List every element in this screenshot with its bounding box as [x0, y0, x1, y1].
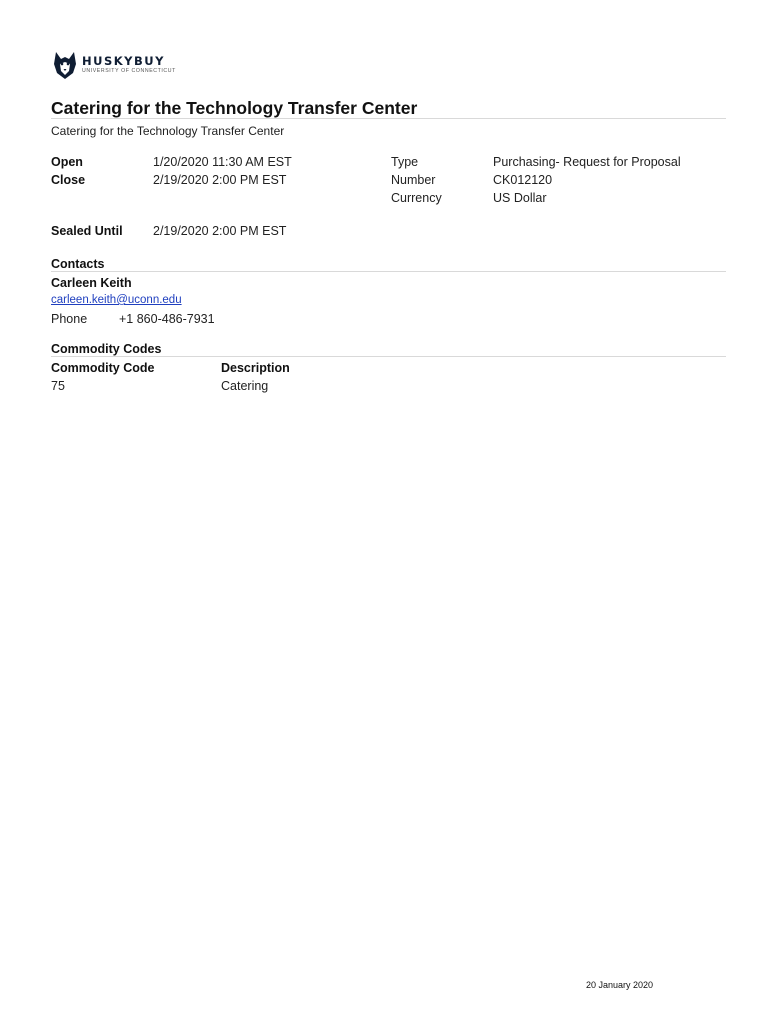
phone-label: Phone	[51, 312, 88, 326]
title-divider	[51, 118, 726, 119]
close-value: 2/19/2020 2:00 PM EST	[153, 173, 287, 187]
logo-brand-name: HUSKYBUY	[82, 53, 165, 68]
number-value: CK012120	[493, 173, 553, 187]
type-value: Purchasing- Request for Proposal	[493, 155, 681, 169]
husky-head-icon	[52, 50, 78, 80]
open-value: 1/20/2020 11:30 AM EST	[153, 155, 292, 169]
contact-email-link[interactable]: carleen.keith@uconn.edu	[51, 294, 182, 306]
close-label: Close	[51, 173, 86, 187]
huskybuy-logo	[52, 50, 176, 80]
description-column-header: Description	[221, 361, 290, 375]
sealed-until-label: Sealed Until	[51, 224, 123, 238]
contact-name: Carleen Keith	[51, 276, 132, 290]
page-subtitle: Catering for the Technology Transfer Center	[51, 124, 285, 138]
currency-value: US Dollar	[493, 191, 547, 205]
commodity-code-cell: 75	[51, 379, 65, 393]
commodity-description-cell: Catering	[221, 379, 269, 393]
currency-label: Currency	[391, 191, 442, 205]
type-label: Type	[391, 155, 419, 169]
phone-value: +1 860-486-7931	[119, 312, 215, 326]
commodity-code-column-header: Commodity Code	[51, 361, 155, 375]
page-title: Catering for the Technology Transfer Center	[51, 98, 418, 118]
contacts-heading: Contacts	[51, 257, 105, 271]
commodity-codes-heading: Commodity Codes	[51, 342, 162, 356]
sealed-until-value: 2/19/2020 2:00 PM EST	[153, 224, 287, 238]
contacts-divider	[51, 271, 726, 272]
open-label: Open	[51, 155, 83, 169]
commodity-divider	[51, 356, 726, 357]
logo-tagline: UNIVERSITY OF CONNECTICUT	[82, 68, 176, 75]
number-label: Number	[391, 173, 436, 187]
footer-date: 20 January 2020	[586, 980, 654, 990]
